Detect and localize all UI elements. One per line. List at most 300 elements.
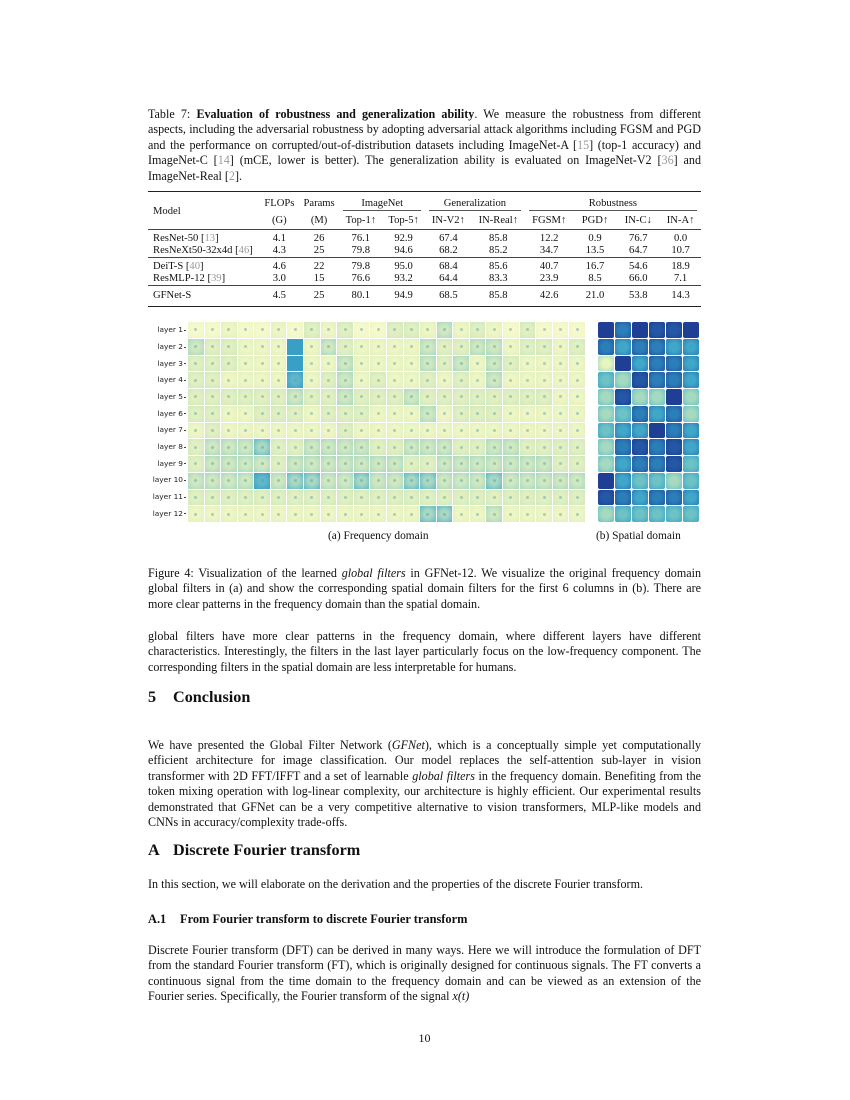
citation-link[interactable]: 46	[238, 245, 250, 256]
math-x-of-t: x(t)	[452, 989, 470, 1004]
frequency-filter-cell	[304, 372, 320, 388]
frequency-filter-cell	[536, 406, 552, 422]
cell-value: 79.8	[339, 258, 382, 274]
frequency-filter-cell	[569, 423, 585, 439]
conclusion-paragraph: We have presented the Global Filter Network (GFNet), which is a conceptually simple yet computationally efficient architecture for image classification. Our model replaces the self-attention sub-layer in vision transformer with 2D FFT/IFFT and a set of learnable global filters in the frequency domain. Benefiting from the token mixing operation with log-linear complexity, our architecture is highly efficient. Our experimental results demonstrated that GFNet can be a very competitive alternative to vision transformers, MLP-like models and CNNs in accuracy/complexity trade-offs.	[148, 738, 702, 830]
frequency-filter-cell	[205, 456, 221, 472]
frequency-filter-cell	[437, 389, 453, 405]
frequency-filter-cell	[287, 473, 303, 489]
frequency-filter-cell	[536, 423, 552, 439]
spatial-filter-cell	[666, 423, 682, 439]
citation-link[interactable]: 40	[189, 261, 200, 272]
frequency-filter-cell	[287, 423, 303, 439]
frequency-filter-cell	[221, 423, 237, 439]
spatial-filter-cell	[666, 406, 682, 422]
table-row	[148, 245, 701, 258]
spatial-filter-cell	[649, 406, 665, 422]
frequency-filter-cell	[188, 406, 204, 422]
header-imagenet: ImageNet	[339, 192, 425, 214]
frequency-filter-cell	[321, 372, 337, 388]
frequency-filter-cell	[221, 490, 237, 506]
frequency-filter-cell	[337, 506, 353, 522]
frequency-filter-cell	[188, 473, 204, 489]
frequency-filter-cell	[453, 406, 469, 422]
dft-paragraph: Discrete Fourier transform (DFT) can be derived in many ways. Here we will introduce the formulation of DFT from the standard Fourier transform (FT), which is originally designed for continuous signals. The FT converts a continuous signal from the time domain to the frequency domain and can be viewed as an extension of the Fourier series. Specifically, the Fourier transform of the signal x(t)	[148, 943, 701, 1004]
frequency-filter-cell	[437, 406, 453, 422]
frequency-filter-cell	[437, 473, 453, 489]
frequency-filter-cell	[553, 423, 569, 439]
frequency-filter-cell	[404, 339, 420, 355]
citation-link[interactable]: 39	[210, 273, 222, 284]
spatial-filter-cell	[666, 456, 682, 472]
spatial-filter-cell	[683, 339, 699, 355]
frequency-filter-cell	[453, 423, 469, 439]
frequency-filter-cell	[387, 456, 403, 472]
cell-value: 85.2	[489, 245, 508, 256]
spatial-filter-cell	[666, 389, 682, 405]
frequency-filter-cell	[569, 406, 585, 422]
frequency-filter-cell	[503, 389, 519, 405]
frequency-filter-cell	[453, 506, 469, 522]
frequency-filter-cell	[354, 339, 370, 355]
spatial-filter-cell	[632, 423, 648, 439]
frequency-filter-cell	[486, 389, 502, 405]
frequency-filter-cell	[304, 423, 320, 439]
frequency-filter-cell	[420, 506, 436, 522]
frequency-filter-cell	[553, 506, 569, 522]
spatial-filter-cell	[649, 389, 665, 405]
section-heading-conclusion: 5 Conclusion	[148, 688, 251, 706]
frequency-filter-cell	[437, 506, 453, 522]
cell-value: 79.8	[351, 245, 371, 256]
cell-value: 85.8	[472, 286, 525, 307]
frequency-filter-cell	[287, 372, 303, 388]
frequency-filter-cell	[304, 356, 320, 372]
spatial-filter-cell	[632, 322, 648, 338]
frequency-filter-cell	[420, 423, 436, 439]
table-row	[148, 286, 701, 307]
citation-link[interactable]: 14	[217, 153, 230, 168]
frequency-filter-cell	[254, 372, 270, 388]
spatial-filter-cell	[683, 356, 699, 372]
table-caption-title: Evaluation of robustness and generalization ability	[196, 107, 475, 121]
frequency-filter-cell	[387, 423, 403, 439]
frequency-filter-cell	[503, 473, 519, 489]
header-model: Model	[148, 192, 260, 230]
frequency-filter-cell	[470, 322, 486, 338]
frequency-filter-cell	[404, 322, 420, 338]
frequency-filter-cell	[321, 423, 337, 439]
spatial-filter-cell	[683, 322, 699, 338]
frequency-filter-cell	[486, 439, 502, 455]
table-header-row	[148, 192, 701, 214]
frequency-filter-cell	[254, 439, 270, 455]
cell-value: 15	[313, 273, 325, 284]
frequency-filter-cell	[287, 406, 303, 422]
cell-value: 83.3	[489, 273, 508, 284]
spatial-filter-cell	[598, 339, 614, 355]
cell-value: 0.0	[660, 230, 701, 246]
spatial-filter-cell	[632, 389, 648, 405]
frequency-filter-cell	[486, 322, 502, 338]
frequency-filter-cell	[569, 339, 585, 355]
figure-global-filters	[148, 322, 701, 542]
spatial-filter-cell	[683, 490, 699, 506]
frequency-filter-cell	[404, 490, 420, 506]
frequency-filter-cell	[536, 456, 552, 472]
cell-value: 26	[299, 230, 340, 246]
frequency-filter-cell	[453, 339, 469, 355]
frequency-filter-cell	[321, 406, 337, 422]
spatial-filter-cell	[683, 506, 699, 522]
spatial-filter-cell	[683, 406, 699, 422]
frequency-filter-cell	[354, 456, 370, 472]
cell-value: 4.1	[260, 230, 299, 246]
frequency-filter-cell	[520, 439, 536, 455]
frequency-filter-cell	[437, 456, 453, 472]
cell-value: 21.0	[574, 286, 617, 307]
spatial-filter-cell	[632, 372, 648, 388]
citation-link[interactable]: 13	[204, 233, 216, 244]
frequency-filter-cell	[453, 473, 469, 489]
frequency-filter-cell	[221, 506, 237, 522]
header-robustness: Robustness	[525, 192, 701, 214]
frequency-filter-cell	[453, 456, 469, 472]
frequency-filter-cell	[470, 372, 486, 388]
cell-value: 4.5	[260, 286, 299, 307]
cell-value: 85.6	[472, 258, 525, 274]
subsection-heading-a1: A.1 From Fourier transform to discrete Fourier transform	[148, 912, 468, 926]
cell-value: 95.0	[382, 258, 425, 274]
frequency-filter-cell	[205, 406, 221, 422]
frequency-filter-cell	[321, 456, 337, 472]
frequency-filter-cell	[503, 456, 519, 472]
frequency-filter-cell	[254, 356, 270, 372]
frequency-filter-cell	[370, 473, 386, 489]
cell-value: 0.9	[574, 230, 617, 246]
cell-value: 3.0	[272, 273, 286, 284]
frequency-filter-cell	[536, 506, 552, 522]
spatial-filter-cell	[598, 372, 614, 388]
frequency-filter-cell	[221, 473, 237, 489]
frequency-filter-cell	[304, 473, 320, 489]
spatial-filter-cell	[615, 372, 631, 388]
frequency-filter-cell	[221, 356, 237, 372]
frequency-filter-cell	[503, 372, 519, 388]
frequency-filter-cell	[221, 456, 237, 472]
layer-label: layer 12	[153, 509, 186, 518]
frequency-filter-cell	[387, 473, 403, 489]
frequency-filter-cell	[404, 506, 420, 522]
frequency-filter-cell	[503, 339, 519, 355]
frequency-filter-cell	[520, 423, 536, 439]
frequency-filter-cell	[503, 356, 519, 372]
cell-value: 67.4	[425, 230, 472, 246]
frequency-filter-cell	[420, 322, 436, 338]
layer-label: layer 3	[157, 359, 186, 368]
spatial-filter-cell	[598, 473, 614, 489]
frequency-filter-cell	[470, 473, 486, 489]
frequency-filter-cell	[337, 473, 353, 489]
cell-value: 34.7	[539, 245, 559, 256]
frequency-filter-cell	[437, 322, 453, 338]
frequency-filter-cell	[354, 322, 370, 338]
frequency-filter-cell	[370, 456, 386, 472]
frequency-filter-cell	[205, 423, 221, 439]
cell-value: 10.7	[671, 245, 690, 256]
spatial-filter-cell	[598, 490, 614, 506]
frequency-filter-cell	[321, 490, 337, 506]
frequency-filter-cell	[470, 506, 486, 522]
frequency-filter-cell	[271, 356, 287, 372]
spatial-filter-cell	[666, 356, 682, 372]
frequency-filter-cell	[486, 406, 502, 422]
frequency-filter-cell	[486, 490, 502, 506]
layer-label: layer 4	[157, 375, 186, 384]
cell-value: 4.6	[260, 258, 299, 274]
frequency-filter-cell	[370, 490, 386, 506]
section-heading-appendix: A Discrete Fourier transform	[148, 841, 361, 859]
header-flops: FLOPs	[260, 192, 299, 214]
frequency-filter-cell	[404, 372, 420, 388]
frequency-filter-cell	[254, 506, 270, 522]
frequency-filter-cell	[337, 406, 353, 422]
frequency-filter-cell	[569, 356, 585, 372]
frequency-filter-cell	[271, 490, 287, 506]
frequency-filter-cell	[370, 339, 386, 355]
frequency-filter-cell	[254, 423, 270, 439]
frequency-filter-cell	[520, 356, 536, 372]
spatial-filter-cell	[615, 439, 631, 455]
frequency-filter-cell	[188, 423, 204, 439]
spatial-filter-cell	[683, 423, 699, 439]
frequency-filter-cell	[354, 406, 370, 422]
frequency-filter-cell	[304, 456, 320, 472]
spatial-filter-cell	[649, 439, 665, 455]
frequency-filter-cell	[205, 389, 221, 405]
table-row	[148, 230, 701, 246]
frequency-filter-cell	[354, 490, 370, 506]
frequency-filter-cell	[536, 389, 552, 405]
appendix-intro-paragraph: In this section, we will elaborate on the derivation and the properties of the discrete Fourier transform.	[148, 877, 644, 891]
spatial-filter-cell	[649, 506, 665, 522]
frequency-filter-cell	[238, 356, 254, 372]
cell-value: 92.9	[382, 230, 425, 246]
spatial-filter-cell	[615, 456, 631, 472]
spatial-filter-cell	[666, 490, 682, 506]
spatial-filter-cell	[615, 339, 631, 355]
frequency-filter-cell	[553, 389, 569, 405]
citation-link[interactable]: 2	[228, 168, 235, 183]
frequency-filter-cell	[486, 372, 502, 388]
frequency-filter-cell	[470, 423, 486, 439]
spatial-filter-cell	[598, 506, 614, 522]
frequency-filter-cell	[387, 322, 403, 338]
frequency-filter-cell	[420, 490, 436, 506]
spatial-filter-cell	[598, 322, 614, 338]
header-params: Params	[299, 192, 340, 214]
frequency-filter-cell	[205, 322, 221, 338]
frequency-filter-cell	[238, 439, 254, 455]
frequency-filter-cell	[553, 473, 569, 489]
frequency-filter-cell	[536, 473, 552, 489]
frequency-filter-cell	[553, 339, 569, 355]
spatial-filter-cell	[598, 439, 614, 455]
frequency-filter-cell	[337, 439, 353, 455]
frequency-filter-cell	[569, 506, 585, 522]
frequency-filter-cell	[520, 339, 536, 355]
cell-value: 68.2	[439, 245, 458, 256]
frequency-filter-cell	[486, 339, 502, 355]
frequency-filter-cell	[354, 372, 370, 388]
frequency-filter-cell	[188, 439, 204, 455]
frequency-filter-cell	[387, 339, 403, 355]
frequency-filter-cell	[486, 356, 502, 372]
spatial-filter-cell	[666, 339, 682, 355]
cell-value: 25	[313, 245, 325, 256]
frequency-filter-cell	[321, 339, 337, 355]
frequency-filter-cell	[420, 372, 436, 388]
frequency-filter-cell	[437, 356, 453, 372]
frequency-filter-cell	[271, 423, 287, 439]
frequency-filter-cell	[536, 372, 552, 388]
spatial-filter-cell	[615, 490, 631, 506]
frequency-filter-cell	[188, 339, 204, 355]
frequency-filter-cell	[188, 506, 204, 522]
frequency-filter-cell	[238, 506, 254, 522]
frequency-filter-cell	[354, 473, 370, 489]
frequency-filter-cell	[486, 423, 502, 439]
frequency-filter-cell	[221, 339, 237, 355]
cell-value: 93.2	[394, 273, 413, 284]
citation-link[interactable]: 15	[577, 137, 590, 152]
frequency-filter-cell	[470, 389, 486, 405]
frequency-filter-cell	[287, 322, 303, 338]
cell-model: ResNeXt50-32x4d [46]	[153, 245, 253, 256]
frequency-filter-cell	[271, 389, 287, 405]
table-row	[148, 273, 701, 286]
frequency-filter-cell	[221, 439, 237, 455]
frequency-filter-cell	[304, 406, 320, 422]
cell-value: 64.7	[629, 245, 648, 256]
cell-value: 68.5	[425, 286, 472, 307]
frequency-filter-cell	[370, 506, 386, 522]
frequency-filter-cell	[287, 490, 303, 506]
header-generalization: Generalization	[425, 192, 525, 214]
layer-label: layer 1	[157, 325, 186, 334]
cell-value: 68.4	[425, 258, 472, 274]
frequency-filter-cell	[420, 406, 436, 422]
frequency-filter-cell	[387, 490, 403, 506]
frequency-filter-cell	[503, 490, 519, 506]
frequency-filter-cell	[238, 339, 254, 355]
spatial-filter-cell	[649, 339, 665, 355]
cell-value: 76.7	[616, 230, 660, 246]
cell-value: 16.7	[574, 258, 617, 274]
frequency-filter-cell	[520, 322, 536, 338]
frequency-filter-cell	[254, 456, 270, 472]
subcaption-frequency: (a) Frequency domain	[328, 530, 429, 542]
frequency-filter-cell	[254, 406, 270, 422]
spatial-filter-cell	[615, 389, 631, 405]
frequency-filter-cell	[553, 372, 569, 388]
frequency-filter-cell	[404, 356, 420, 372]
layer-label: layer 2	[157, 342, 186, 351]
frequency-filter-cell	[553, 439, 569, 455]
frequency-filter-cell	[304, 389, 320, 405]
frequency-filter-cell	[271, 506, 287, 522]
layer-label: layer 6	[157, 409, 186, 418]
frequency-filter-cell	[420, 456, 436, 472]
frequency-filter-cell	[569, 490, 585, 506]
frequency-filter-cell	[453, 322, 469, 338]
frequency-filter-cell	[254, 322, 270, 338]
frequency-filter-cell	[503, 406, 519, 422]
frequency-filter-cell	[453, 356, 469, 372]
frequency-filter-cell	[503, 423, 519, 439]
frequency-filter-cell	[387, 506, 403, 522]
frequency-filter-cell	[486, 473, 502, 489]
cell-value: 12.2	[525, 230, 574, 246]
frequency-filter-cell	[254, 473, 270, 489]
frequency-filter-cell	[271, 406, 287, 422]
spatial-domain-heatmap	[598, 322, 699, 522]
spatial-filter-cell	[666, 372, 682, 388]
spatial-filter-cell	[649, 473, 665, 489]
layer-label: layer 5	[157, 392, 186, 401]
frequency-filter-cell	[205, 473, 221, 489]
frequency-filter-cell	[287, 456, 303, 472]
frequency-filter-cell	[238, 322, 254, 338]
frequency-filter-cell	[188, 389, 204, 405]
frequency-filter-cell	[486, 506, 502, 522]
frequency-filter-cell	[486, 456, 502, 472]
frequency-filter-cell	[354, 506, 370, 522]
frequency-filter-cell	[238, 490, 254, 506]
table-caption: Table 7: Evaluation of robustness and generalization ability. We measure the robustness from different aspects, including the adversarial robustness by adopting adversarial attack algorithms including FGSM and PGD and the performance on corrupted/out-of-distribution datasets including ImageNet-A [15] (top-1 accuracy) and ImageNet-C [14] (mCE, lower is better). The generalization ability is evaluated on ImageNet-V2 [36] and ImageNet-Real [2].	[148, 107, 702, 183]
frequency-filter-cell	[221, 372, 237, 388]
frequency-filter-cell	[354, 356, 370, 372]
frequency-filter-cell	[420, 356, 436, 372]
frequency-filter-cell	[287, 389, 303, 405]
layer-label: layer 7	[157, 425, 186, 434]
spatial-filter-cell	[598, 356, 614, 372]
spatial-filter-cell	[615, 423, 631, 439]
citation-link[interactable]: 36	[661, 153, 674, 168]
frequency-filter-cell	[354, 389, 370, 405]
frequency-filter-cell	[337, 423, 353, 439]
frequency-filter-cell	[271, 322, 287, 338]
spatial-filter-cell	[649, 356, 665, 372]
frequency-filter-cell	[470, 490, 486, 506]
cell-model: DeiT-S [40]	[148, 258, 260, 274]
frequency-filter-cell	[553, 456, 569, 472]
frequency-filter-cell	[238, 389, 254, 405]
frequency-filter-cell	[569, 456, 585, 472]
cell-value: 76.1	[339, 230, 382, 246]
figure-caption: Figure 4: Visualization of the learned global filters in GFNet-12. We visualize the original frequency domain global filters in (a) and show the corresponding spatial domain filters for the first 6 columns in (b). There are more clear patterns in the frequency domain than the spatial domain.	[148, 566, 701, 611]
frequency-filter-cell	[437, 439, 453, 455]
spatial-filter-cell	[615, 356, 631, 372]
frequency-filter-cell	[569, 389, 585, 405]
spatial-filter-cell	[632, 356, 648, 372]
frequency-filter-cell	[404, 406, 420, 422]
frequency-filter-cell	[238, 473, 254, 489]
frequency-filter-cell	[205, 339, 221, 355]
frequency-filter-cell	[553, 490, 569, 506]
layer-label: layer 11	[153, 492, 186, 501]
spatial-filter-cell	[598, 389, 614, 405]
